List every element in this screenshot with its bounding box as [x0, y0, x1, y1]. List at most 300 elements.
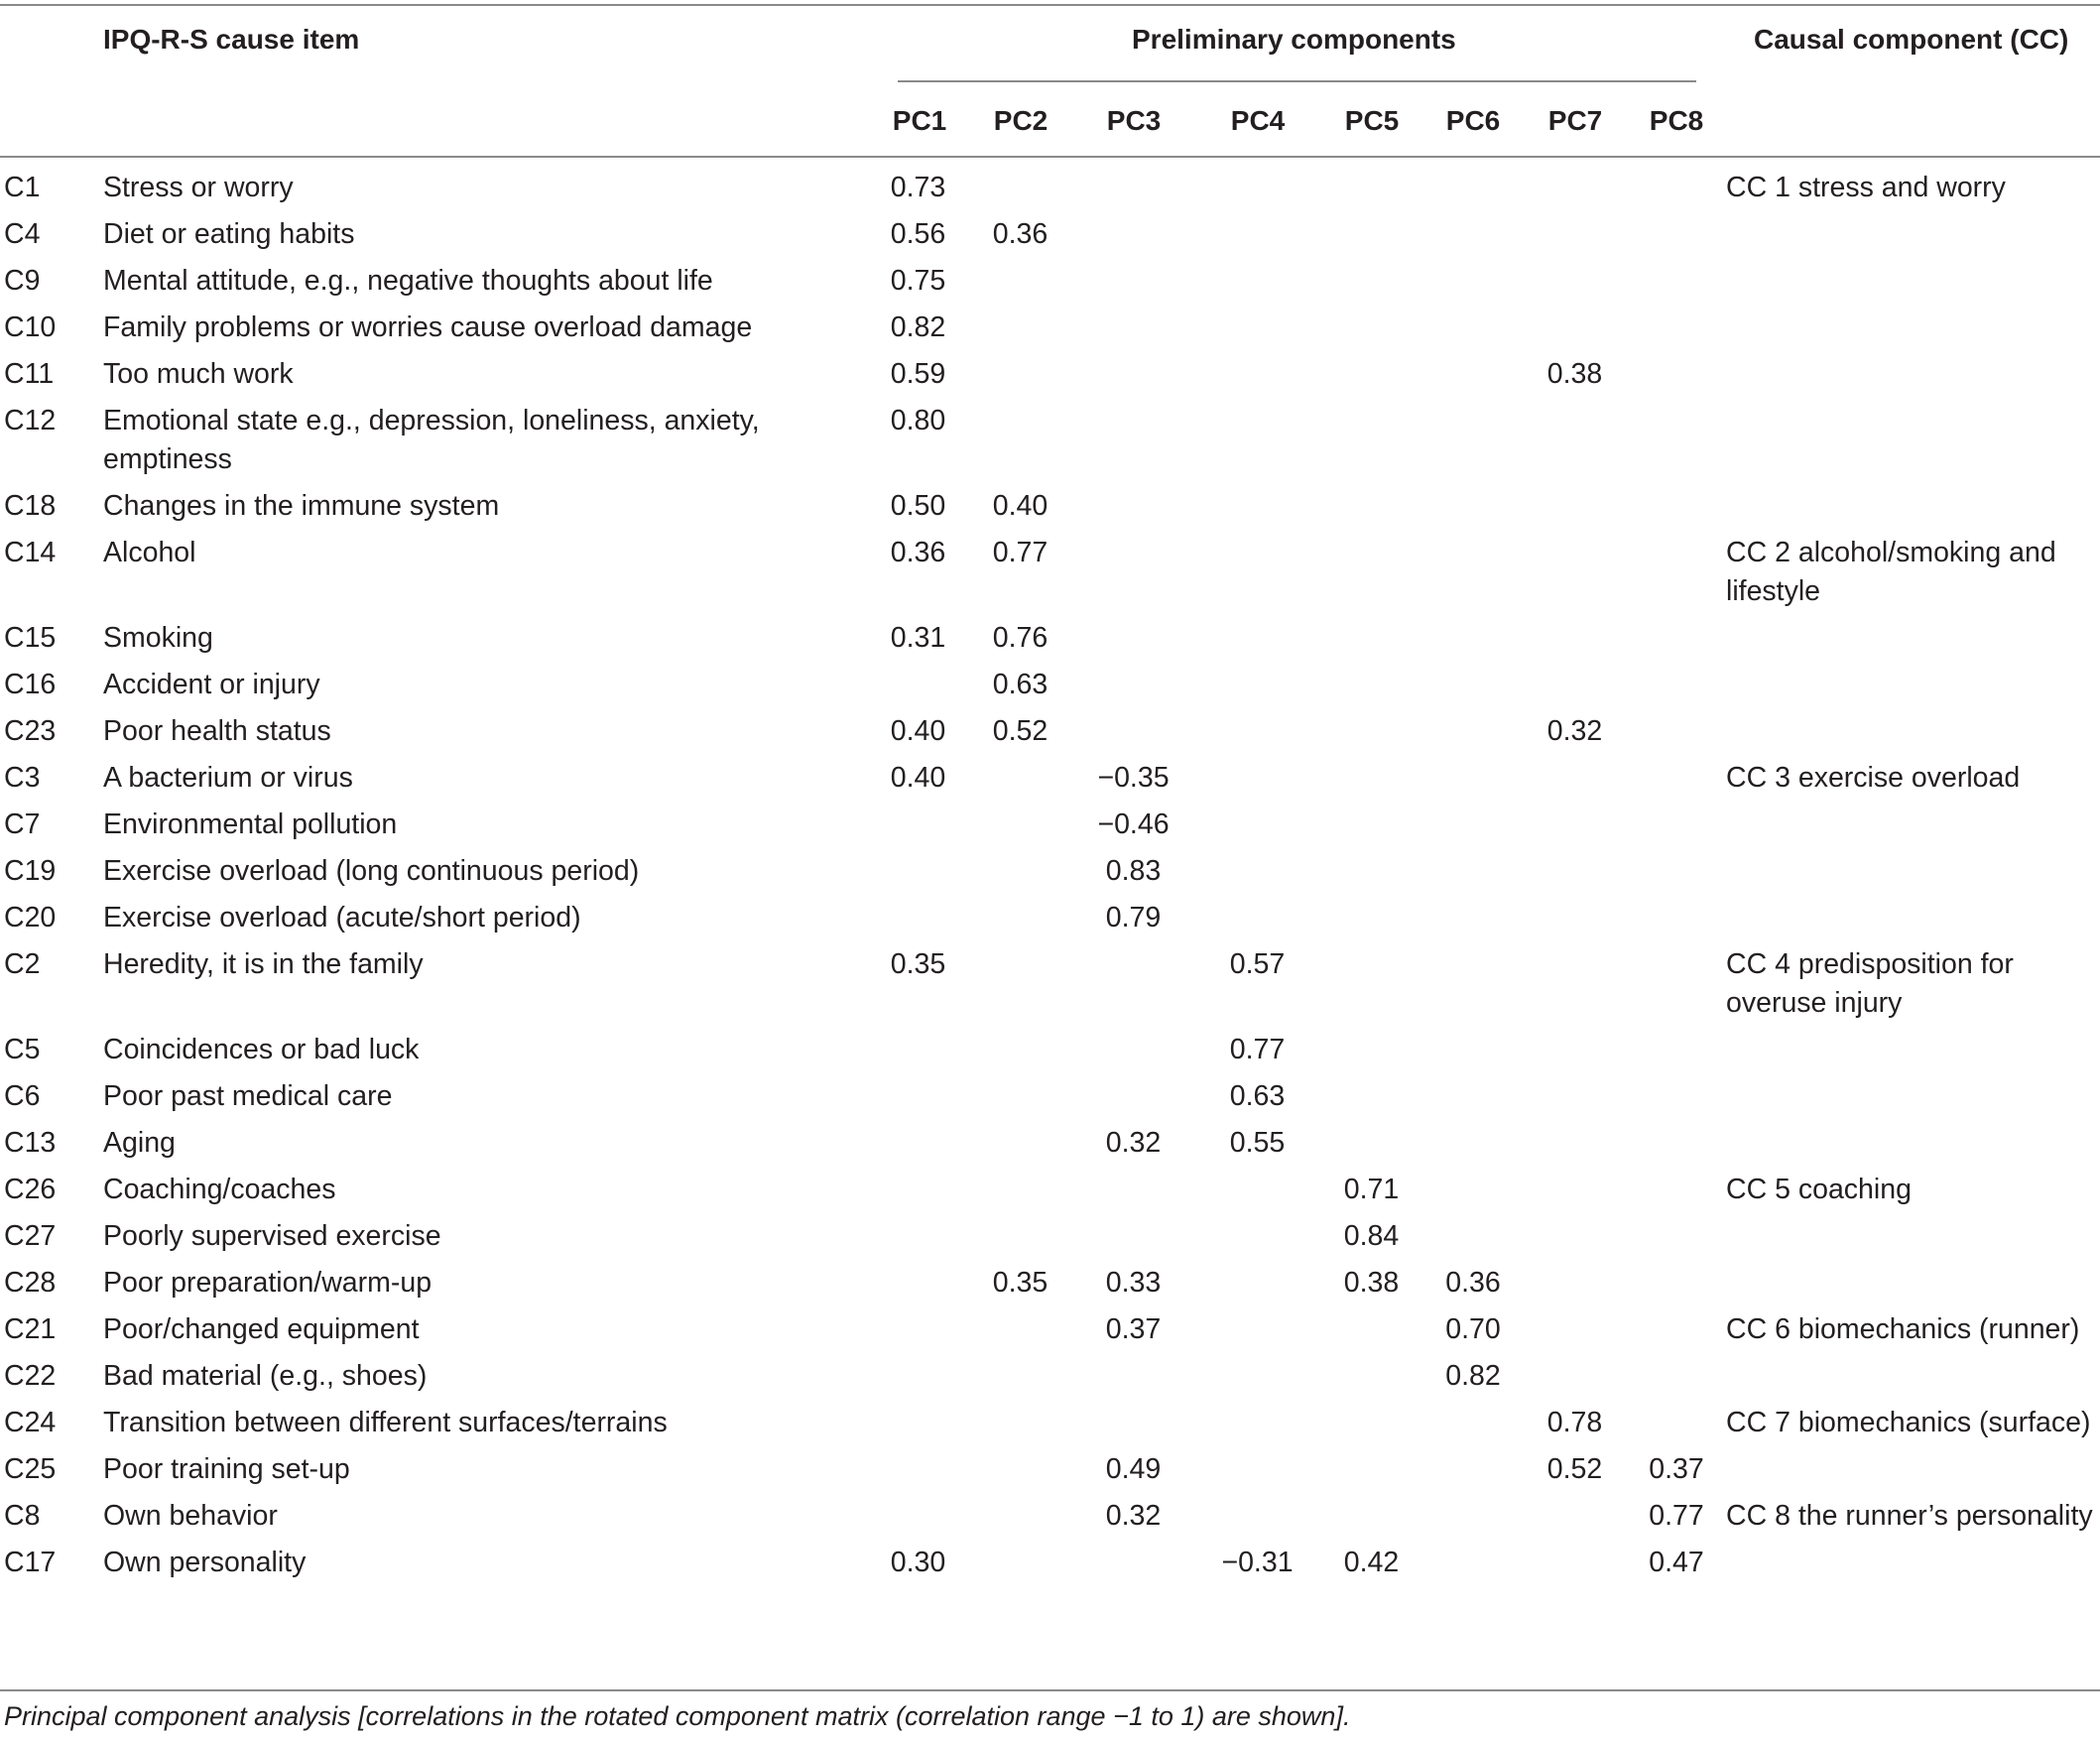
loading-pc3	[1071, 1544, 1195, 1590]
row-code: C12	[4, 405, 57, 436]
loading-pc3: 0.79	[1105, 902, 1162, 933]
loading-pc7	[1523, 1171, 1627, 1217]
loading-pc4	[1195, 309, 1319, 355]
loading-pc3	[1071, 355, 1195, 402]
loading-pc5: 0.42	[1343, 1547, 1400, 1578]
loading-pc5	[1319, 712, 1423, 759]
table-row	[0, 402, 2100, 487]
loading-pc4: 0.77	[1229, 1034, 1286, 1065]
table-row	[0, 666, 2100, 712]
loading-pc6	[1423, 899, 1523, 945]
table-row	[0, 1171, 2100, 1217]
table-row	[0, 1077, 2100, 1124]
loading-pc2: 0.52	[992, 715, 1049, 747]
loading-pc5	[1319, 1077, 1423, 1124]
row-code: C9	[4, 265, 41, 297]
loading-pc7	[1523, 1217, 1627, 1264]
row-causal-component	[1726, 262, 2100, 309]
loading-pc7	[1523, 1357, 1627, 1404]
loading-pc4	[1195, 1264, 1319, 1310]
table-row	[0, 1497, 2100, 1544]
loading-pc7	[1523, 806, 1627, 852]
loading-pc5	[1319, 215, 1423, 262]
loading-pc7: 0.78	[1546, 1407, 1603, 1438]
table-row	[0, 619, 2100, 666]
loading-pc2	[969, 1450, 1071, 1497]
row-code: C3	[4, 762, 41, 794]
loading-pc7	[1523, 945, 1627, 1031]
loading-pc6	[1423, 487, 1523, 534]
row-cause-item: Too much work	[103, 358, 294, 390]
loading-pc6	[1423, 1031, 1523, 1077]
row-causal-component: CC 1 stress and worry	[1726, 172, 2006, 203]
row-code: C19	[4, 855, 57, 887]
row-code: C5	[4, 1034, 41, 1065]
loading-pc1	[867, 1497, 969, 1544]
loading-pc3: −0.46	[1097, 808, 1170, 840]
loading-pc6	[1423, 1404, 1523, 1450]
loading-pc5	[1319, 759, 1423, 806]
loading-pc7	[1523, 1124, 1627, 1171]
table-row	[0, 262, 2100, 309]
loading-pc6	[1423, 1217, 1523, 1264]
row-cause-item: Changes in the immune system	[103, 490, 500, 522]
row-cause-item: Own personality	[103, 1547, 307, 1578]
loading-pc8	[1627, 262, 1726, 309]
loading-pc1: 0.31	[890, 622, 946, 654]
loading-pc8	[1627, 806, 1726, 852]
loading-pc5	[1319, 1450, 1423, 1497]
loading-pc6	[1423, 309, 1523, 355]
loading-pc2	[969, 806, 1071, 852]
row-causal-component	[1726, 806, 2100, 852]
table-row	[0, 945, 2100, 1031]
row-code: C7	[4, 808, 41, 840]
loading-pc4	[1195, 1497, 1319, 1544]
loading-pc4	[1195, 666, 1319, 712]
table-row	[0, 1310, 2100, 1357]
loading-pc1: 0.30	[890, 1547, 946, 1578]
loading-pc6	[1423, 666, 1523, 712]
loading-pc2: 0.36	[992, 218, 1049, 250]
loading-pc4	[1195, 899, 1319, 945]
loading-pc6: 0.70	[1445, 1313, 1501, 1345]
row-code: C23	[4, 715, 57, 747]
loading-pc5	[1319, 309, 1423, 355]
loading-pc1	[867, 1124, 969, 1171]
loading-pc3	[1071, 619, 1195, 666]
header-pc1: PC1	[892, 105, 947, 136]
loading-pc4	[1195, 1171, 1319, 1217]
loading-pc8: 0.47	[1649, 1547, 1704, 1578]
loading-pc6	[1423, 1450, 1523, 1497]
row-code: C27	[4, 1220, 57, 1252]
loading-pc8	[1627, 309, 1726, 355]
loading-pc5	[1319, 402, 1423, 487]
loading-pc5: 0.84	[1343, 1220, 1400, 1252]
header-pc3: PC3	[1106, 105, 1162, 136]
loading-pc2	[969, 262, 1071, 309]
loading-pc5	[1319, 1031, 1423, 1077]
header-cause-item: IPQ-R-S cause item	[103, 24, 360, 55]
row-code: C28	[4, 1267, 57, 1299]
loading-pc1	[867, 1171, 969, 1217]
loading-pc3	[1071, 215, 1195, 262]
loading-pc6	[1423, 945, 1523, 1031]
table-row	[0, 1264, 2100, 1310]
row-causal-component: CC 7 biomechanics (surface)	[1726, 1407, 2091, 1438]
loading-pc1: 0.80	[890, 405, 946, 436]
loading-pc1: 0.73	[890, 172, 946, 203]
loading-pc6	[1423, 759, 1523, 806]
table-row	[0, 712, 2100, 759]
loading-pc5	[1319, 852, 1423, 899]
row-code: C6	[4, 1080, 41, 1112]
row-code: C2	[4, 948, 41, 980]
row-cause-item: Coincidences or bad luck	[103, 1034, 420, 1065]
loading-pc5: 0.38	[1343, 1267, 1400, 1299]
loading-pc5	[1319, 1404, 1423, 1450]
loading-pc2	[969, 169, 1071, 215]
loading-pc2	[969, 1544, 1071, 1590]
loading-pc8	[1627, 1310, 1726, 1357]
row-cause-item: Exercise overload (acute/short period)	[103, 902, 581, 933]
loading-pc3	[1071, 666, 1195, 712]
loading-pc8	[1627, 852, 1726, 899]
row-causal-component	[1726, 1077, 2100, 1124]
loading-pc3: −0.35	[1097, 762, 1170, 794]
loading-pc2	[969, 1310, 1071, 1357]
loading-pc7	[1523, 899, 1627, 945]
loading-pc7	[1523, 852, 1627, 899]
row-causal-component	[1726, 899, 2100, 945]
row-code: C8	[4, 1500, 41, 1532]
loading-pc1	[867, 899, 969, 945]
loading-pc8: 0.37	[1649, 1453, 1704, 1485]
loading-pc1	[867, 666, 969, 712]
loading-pc4	[1195, 262, 1319, 309]
loading-pc5	[1319, 487, 1423, 534]
row-cause-item: Diet or eating habits	[103, 218, 355, 250]
loading-pc2: 0.35	[992, 1267, 1049, 1299]
row-cause-item: Own behavior	[103, 1500, 278, 1532]
loading-pc8	[1627, 759, 1726, 806]
row-cause-item: Accident or injury	[103, 669, 320, 700]
row-cause-item: Family problems or worries cause overload damage	[103, 311, 753, 343]
loading-pc8	[1627, 1357, 1726, 1404]
row-code: C13	[4, 1127, 57, 1159]
loading-pc2: 0.63	[992, 669, 1049, 700]
table-row	[0, 487, 2100, 534]
loading-pc1: 0.75	[890, 265, 946, 297]
row-causal-component	[1726, 309, 2100, 355]
loading-pc2	[969, 945, 1071, 1031]
loading-pc4	[1195, 402, 1319, 487]
table-body	[0, 169, 2100, 1590]
loading-pc1	[867, 1077, 969, 1124]
row-cause-item: Stress or worry	[103, 172, 294, 203]
loading-pc8	[1627, 619, 1726, 666]
loading-pc3	[1071, 945, 1195, 1031]
table-bottom-rule	[0, 1689, 2100, 1691]
loading-pc1: 0.82	[890, 311, 946, 343]
row-code: C11	[4, 358, 55, 390]
row-cause-item: A bacterium or virus	[103, 762, 353, 794]
loading-pc8	[1627, 1077, 1726, 1124]
loading-pc8	[1627, 1124, 1726, 1171]
loading-pc5: 0.71	[1343, 1174, 1400, 1205]
loading-pc4	[1195, 852, 1319, 899]
row-causal-component	[1726, 1264, 2100, 1310]
loading-pc1	[867, 1264, 969, 1310]
header-pc6: PC6	[1445, 105, 1501, 136]
loading-pc5	[1319, 1310, 1423, 1357]
loading-pc4	[1195, 1310, 1319, 1357]
loading-pc7	[1523, 402, 1627, 487]
loading-pc2	[969, 1171, 1071, 1217]
row-code: C25	[4, 1453, 57, 1485]
loading-pc6	[1423, 1077, 1523, 1124]
row-causal-component	[1726, 487, 2100, 534]
row-causal-component: CC 4 predisposition for overuse injury	[1726, 948, 2014, 1019]
loading-pc7	[1523, 309, 1627, 355]
table-row	[0, 355, 2100, 402]
loading-pc1	[867, 852, 969, 899]
loading-pc1	[867, 1031, 969, 1077]
loading-pc3	[1071, 712, 1195, 759]
loading-pc7: 0.52	[1546, 1453, 1603, 1485]
loading-pc3	[1071, 1171, 1195, 1217]
loading-pc7: 0.38	[1546, 358, 1603, 390]
table-row	[0, 1031, 2100, 1077]
row-code: C10	[4, 311, 57, 343]
loading-pc2	[969, 1357, 1071, 1404]
loading-pc1	[867, 1217, 969, 1264]
loading-pc4	[1195, 759, 1319, 806]
loading-pc3	[1071, 262, 1195, 309]
row-cause-item: Mental attitude, e.g., negative thoughts about life	[103, 265, 713, 297]
row-causal-component: CC 6 biomechanics (runner)	[1726, 1313, 2080, 1345]
loading-pc4	[1195, 1450, 1319, 1497]
loading-pc3	[1071, 402, 1195, 487]
loading-pc8: 0.77	[1649, 1500, 1704, 1532]
loading-pc1	[867, 1310, 969, 1357]
row-causal-component: CC 5 coaching	[1726, 1174, 1912, 1205]
loading-pc3: 0.32	[1105, 1500, 1162, 1532]
row-causal-component	[1726, 1124, 2100, 1171]
loading-pc2	[969, 309, 1071, 355]
loading-pc8	[1627, 899, 1726, 945]
loading-pc7	[1523, 1497, 1627, 1544]
loading-pc4	[1195, 619, 1319, 666]
loading-pc2: 0.40	[992, 490, 1049, 522]
loading-pc6	[1423, 402, 1523, 487]
loading-pc8	[1627, 712, 1726, 759]
loading-pc7	[1523, 619, 1627, 666]
row-causal-component: CC 8 the runner’s personality	[1726, 1500, 2093, 1532]
loading-pc8	[1627, 169, 1726, 215]
loading-pc6	[1423, 355, 1523, 402]
loading-pc1	[867, 1404, 969, 1450]
loading-pc4	[1195, 355, 1319, 402]
loading-pc4: 0.63	[1229, 1080, 1286, 1112]
row-code: C4	[4, 218, 41, 250]
loading-pc3	[1071, 1404, 1195, 1450]
row-cause-item: Transition between different surfaces/terrains	[103, 1407, 668, 1438]
loading-pc2	[969, 899, 1071, 945]
header-pc2: PC2	[993, 105, 1049, 136]
loading-pc5	[1319, 619, 1423, 666]
header-pc4: PC4	[1230, 105, 1286, 136]
row-causal-component	[1726, 619, 2100, 666]
loading-pc3	[1071, 487, 1195, 534]
loading-pc2: 0.76	[992, 622, 1049, 654]
table-top-rule	[0, 4, 2100, 6]
loading-pc5	[1319, 534, 1423, 619]
row-code: C26	[4, 1174, 57, 1205]
loading-pc7	[1523, 759, 1627, 806]
loading-pc1: 0.36	[890, 537, 946, 568]
loading-pc5	[1319, 1497, 1423, 1544]
row-cause-item: Environmental pollution	[103, 808, 398, 840]
loading-pc2	[969, 1031, 1071, 1077]
loading-pc3	[1071, 1077, 1195, 1124]
loading-pc6: 0.36	[1445, 1267, 1501, 1299]
loading-pc8	[1627, 1404, 1726, 1450]
row-causal-component	[1726, 402, 2100, 487]
row-cause-item: Aging	[103, 1127, 176, 1159]
row-causal-component	[1726, 1544, 2100, 1590]
row-cause-item: Emotional state e.g., depression, loneliness, anxiety, emptiness	[103, 405, 760, 475]
loading-pc8	[1627, 1031, 1726, 1077]
loading-pc7	[1523, 666, 1627, 712]
loading-pc5	[1319, 899, 1423, 945]
loading-pc8	[1627, 1217, 1726, 1264]
row-code: C16	[4, 669, 57, 700]
loading-pc3: 0.37	[1105, 1313, 1162, 1345]
row-cause-item: Poor/changed equipment	[103, 1313, 420, 1345]
table-row	[0, 759, 2100, 806]
loading-pc1: 0.35	[890, 948, 946, 980]
table-row	[0, 309, 2100, 355]
loading-pc3: 0.33	[1105, 1267, 1162, 1299]
row-cause-item: Exercise overload (long continuous period)	[103, 855, 640, 887]
loading-pc2	[969, 1077, 1071, 1124]
loading-pc4	[1195, 215, 1319, 262]
table-footnote: Principal component analysis [correlations in the rotated component matrix (correlation range −1 to 1) are shown].	[4, 1701, 1351, 1731]
row-code: C1	[4, 172, 41, 203]
loading-pc3	[1071, 309, 1195, 355]
loading-pc6	[1423, 1544, 1523, 1590]
loading-pc4	[1195, 169, 1319, 215]
loading-pc4	[1195, 1404, 1319, 1450]
loading-pc1: 0.56	[890, 218, 946, 250]
loading-pc8	[1627, 215, 1726, 262]
loading-pc6	[1423, 1124, 1523, 1171]
loading-pc4	[1195, 806, 1319, 852]
header-preliminary-components: Preliminary components	[1132, 24, 1456, 55]
loading-pc7	[1523, 1544, 1627, 1590]
loading-pc4: −0.31	[1221, 1547, 1294, 1578]
table-row	[0, 534, 2100, 619]
loadings-table	[0, 169, 2100, 1590]
loading-pc7	[1523, 215, 1627, 262]
table-row	[0, 169, 2100, 215]
loading-pc7: 0.32	[1546, 715, 1603, 747]
loading-pc5	[1319, 666, 1423, 712]
table-row	[0, 1404, 2100, 1450]
row-code: C18	[4, 490, 57, 522]
loading-pc7	[1523, 1077, 1627, 1124]
table-row	[0, 1357, 2100, 1404]
table-row	[0, 1124, 2100, 1171]
row-code: C15	[4, 622, 57, 654]
loading-pc6	[1423, 169, 1523, 215]
table-row	[0, 1544, 2100, 1590]
loading-pc4: 0.55	[1229, 1127, 1286, 1159]
header-pc7: PC7	[1547, 105, 1603, 136]
loading-pc2	[969, 402, 1071, 487]
row-code: C22	[4, 1360, 57, 1392]
loading-pc2	[969, 759, 1071, 806]
loading-pc7	[1523, 534, 1627, 619]
loading-pc7	[1523, 1310, 1627, 1357]
loading-pc2	[969, 852, 1071, 899]
loading-pc8	[1627, 666, 1726, 712]
loading-pc5	[1319, 1357, 1423, 1404]
loading-pc3	[1071, 1357, 1195, 1404]
row-causal-component: CC 3 exercise overload	[1726, 762, 2021, 794]
table-row	[0, 806, 2100, 852]
row-cause-item: Coaching/coaches	[103, 1174, 336, 1205]
row-cause-item: Bad material (e.g., shoes)	[103, 1360, 428, 1392]
row-causal-component	[1726, 1217, 2100, 1264]
loading-pc6	[1423, 806, 1523, 852]
row-cause-item: Poor health status	[103, 715, 331, 747]
loading-pc3: 0.32	[1105, 1127, 1162, 1159]
loading-pc2	[969, 1404, 1071, 1450]
header-bottom-rule	[0, 156, 2100, 158]
row-causal-component	[1726, 1450, 2100, 1497]
loading-pc1	[867, 806, 969, 852]
loading-pc5	[1319, 1124, 1423, 1171]
loading-pc3: 0.49	[1105, 1453, 1162, 1485]
loading-pc8	[1627, 534, 1726, 619]
loading-pc5	[1319, 262, 1423, 309]
loading-pc6	[1423, 1497, 1523, 1544]
row-causal-component	[1726, 355, 2100, 402]
row-causal-component: CC 2 alcohol/smoking and lifestyle	[1726, 537, 2056, 607]
header-causal-component: Causal component (CC)	[1754, 24, 2069, 55]
loading-pc2	[969, 1124, 1071, 1171]
loading-pc7	[1523, 1264, 1627, 1310]
loading-pc8	[1627, 355, 1726, 402]
row-cause-item: Poor past medical care	[103, 1080, 393, 1112]
preliminary-group-rule	[898, 80, 1696, 82]
loading-pc2: 0.77	[992, 537, 1049, 568]
table-row	[0, 899, 2100, 945]
loading-pc1	[867, 1357, 969, 1404]
loading-pc6	[1423, 262, 1523, 309]
loading-pc8	[1627, 1264, 1726, 1310]
loading-pc3: 0.83	[1105, 855, 1162, 887]
loading-pc1: 0.50	[890, 490, 946, 522]
loading-pc7	[1523, 262, 1627, 309]
row-causal-component	[1726, 712, 2100, 759]
loading-pc7	[1523, 1031, 1627, 1077]
row-cause-item: Heredity, it is in the family	[103, 948, 424, 980]
loading-pc1: 0.59	[890, 358, 946, 390]
